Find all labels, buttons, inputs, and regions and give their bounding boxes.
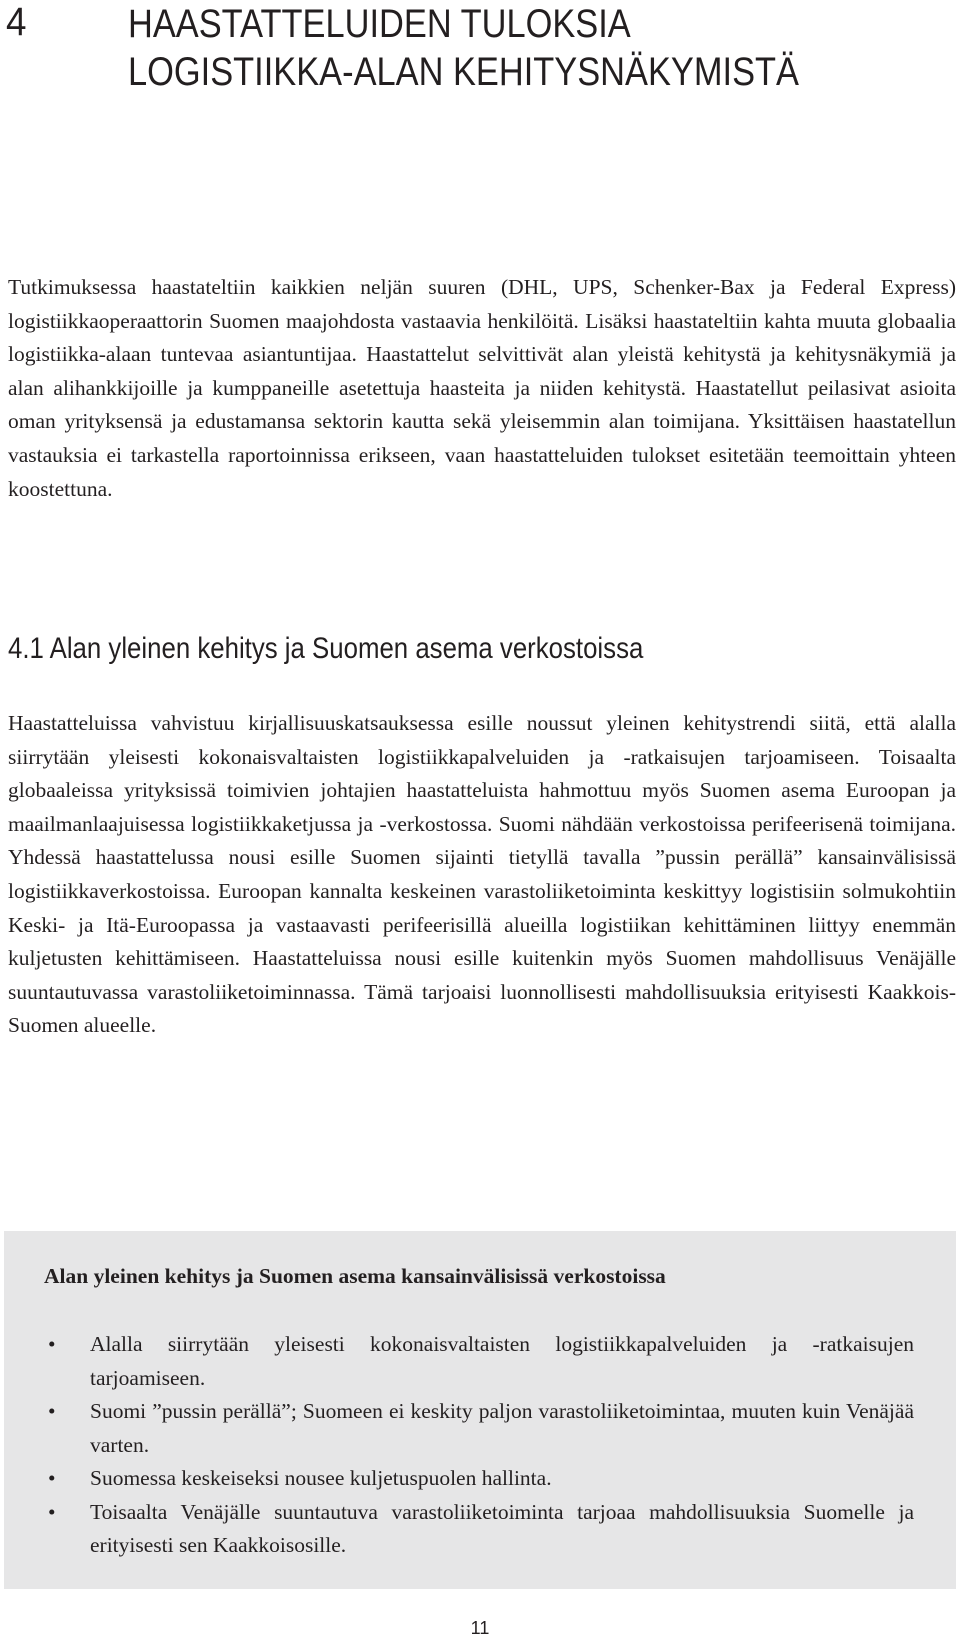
section-heading: 4.1 Alan yleinen kehitys ja Suomen asema verkostoissa [8,632,644,665]
bullet-icon: • [48,1332,56,1356]
bullet-icon: • [48,1399,56,1423]
page-number: 11 [470,1618,490,1638]
intro-paragraph: Tutkimuksessa haastateltiin kaikkien neljän suuren (DHL, UPS, Schenker-Bax ja Federal Express) logistiikkaoperaattorin Suomen maajohdosta vastaavia henkilöitä. Lisäksi haastateltiin kahta muuta globaalia logistiikka-alaan tuntevaa asiantuntijaa. Haastattelut selvittivät alan yleistä kehitystä ja kehitysnäkymiä ja alan alihankkijoille ja kumppaneille asetettuja haasteita ja niiden kehitystä. Haastatellut peilasivat asioita oman yrityksensä ja edustamansa sektorin kautta sekä yleisemmin alan toimijana. Yksittäisen haastatellun vastauksia ei tarkastella raportoinnissa erikseen, vaan haastatteluiden tulokset esitetään teemoittain yhteen koostettuna. [8,275,956,501]
summary-item [4,1462,956,1496]
summary-item [4,1395,956,1462]
summary-item [4,1496,956,1563]
summary-list [4,1328,956,1563]
summary-title: Alan yleinen kehitys ja Suomen asema kansainvälisissä verkostoissa [44,1264,666,1288]
summary-item-text: Suomessa keskeiseksi nousee kuljetuspuolen hallinta. [90,1466,552,1490]
summary-item-text: Suomi ”pussin perällä”; Suomeen ei keskity paljon varastoliiketoimintaa, muuten kuin Venäjää varten. [90,1399,914,1457]
summary-item-text: Alalla siirrytään yleisesti kokonaisvaltaisten logistiikkapalveluiden ja -ratkaisujen tarjoamiseen. [90,1332,914,1390]
summary-box [4,1231,956,1589]
chapter-title-line-1: HAASTATTELUIDEN TULOKSIA [128,2,631,46]
chapter-title [128,0,816,96]
bullet-icon: • [48,1466,56,1490]
chapter-title-line-2: LOGISTIIKKA-ALAN KEHITYSNÄKYMISTÄ [128,50,799,94]
section-paragraph: Haastatteluissa vahvistuu kirjallisuuskatsauksessa esille noussut yleinen kehitystrendi siitä, että alalla siirrytään yleisesti kokonaisvaltaisten logistiikkapalveluiden ja -ratkaisujen tarjoamiseen. Toisaalta globaaleissa yrityksissä toimivien johtajien haastatteluista hahmottuu myös Suomen asema Euroopan ja maailmanlaajuisessa logistiikkaketjussa ja -verkostossa. Suomi nähdään verkostoissa perifeerisenä toimijana. Yhdessä haastattelussa nousi esille Suomen sijainti tietyllä tavalla ”pussin perällä” kansainvälisissä logistiikkaverkostoissa. Euroopan kannalta keskeinen varastoliiketoiminta keskittyy logistisiin solmukohtiin Keski- ja Itä-Euroopassa ja vastaavasti perifeerisillä alueilla logistiikan kehittäminen liittyy enemmän kuljetusten kehittämiseen. Haastatteluissa nousi esille kuitenkin myös Suomen mahdollisuus Venäjälle suuntautuvassa varastoliiketoiminnassa. Tämä tarjoaisi luonnollisesti mahdollisuuksia erityisesti Kaakkois-Suomen alueelle. [8,711,956,1038]
summary-item [4,1328,956,1395]
bullet-icon: • [48,1499,56,1524]
chapter-number: 4 [6,0,27,44]
summary-item-text: Toisaalta Venäjälle suuntautuva varastoliiketoiminta tarjoaa mahdollisuuksia Suomelle ja erityisesti sen Kaakkoisosille. [90,1499,914,1557]
